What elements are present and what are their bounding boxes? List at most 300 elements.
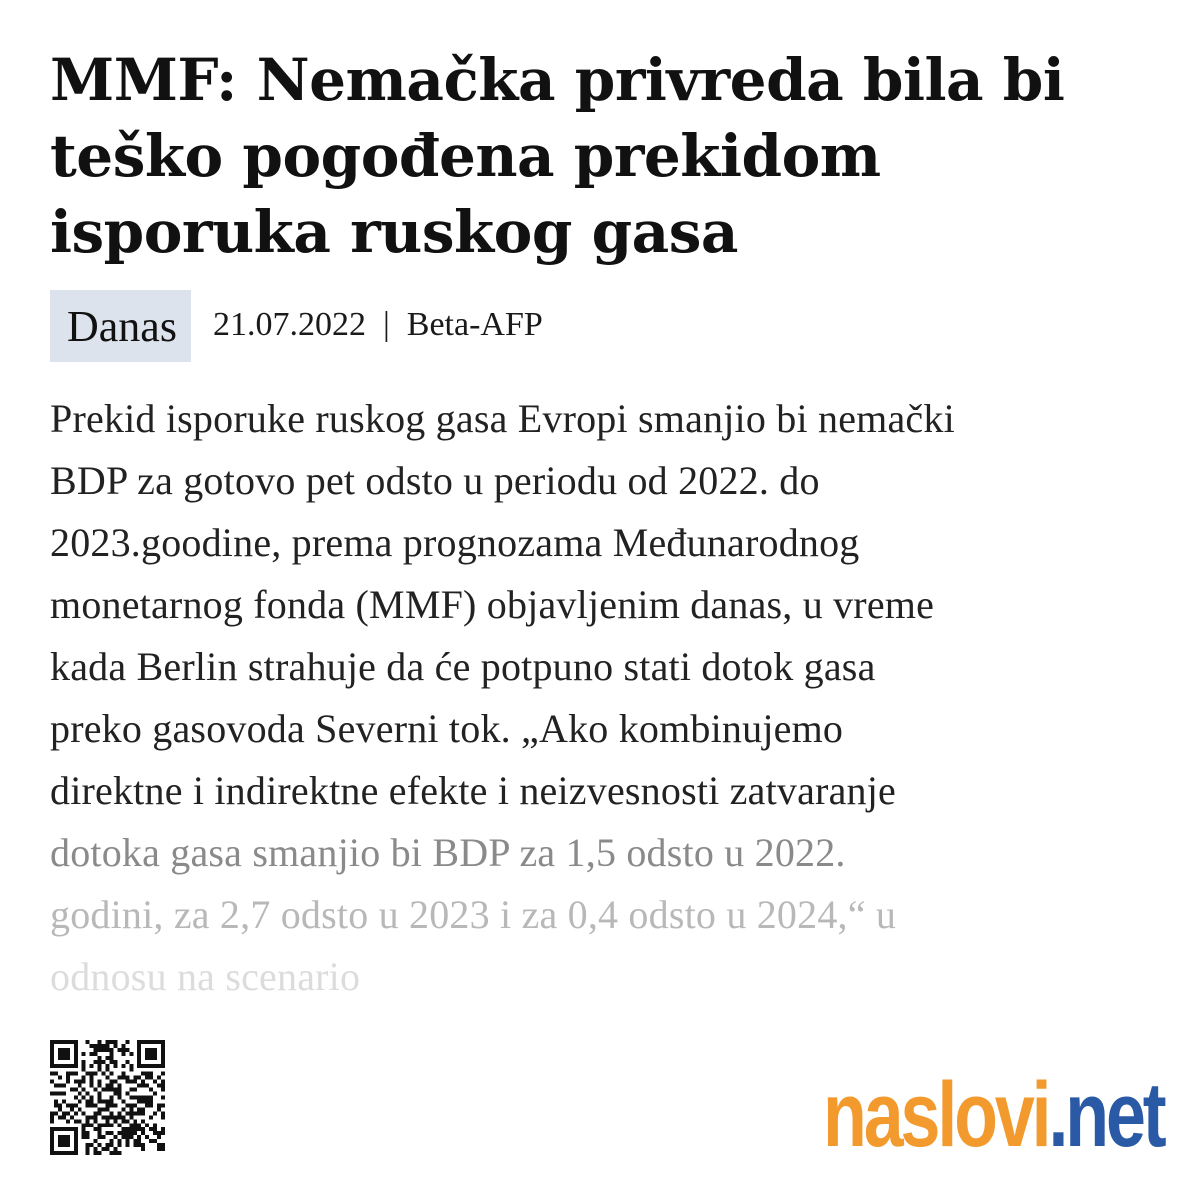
qr-module [133,1076,137,1080]
naslovi-net-logo[interactable] [823,1064,1164,1168]
qr-module [74,1040,78,1044]
qr-module [90,1143,94,1147]
qr-module [113,1080,117,1084]
qr-module [62,1092,66,1096]
qr-module [141,1127,145,1131]
qr-module [145,1064,149,1068]
qr-module [94,1147,98,1151]
qr-module [90,1099,94,1103]
qr-module [94,1048,98,1052]
qr-module [78,1080,82,1084]
source-badge[interactable]: Danas [50,290,191,362]
qr-module [153,1092,157,1096]
qr-module [98,1111,102,1115]
qr-module [58,1143,62,1147]
qr-module [90,1052,94,1056]
qr-module [125,1040,129,1044]
qr-module [129,1088,133,1092]
body-line-fading: dotoka gasa smanjio bi BDP za 1,5 odsto u 2022. [50,830,846,875]
body-line: monetarnog fonda (MMF) objavljenim danas, u vreme [50,582,935,627]
qr-module [137,1107,141,1111]
qr-module [90,1072,94,1076]
qr-module [106,1084,110,1088]
qr-module [50,1080,54,1084]
qr-module [109,1084,113,1088]
qr-module [50,1115,54,1119]
qr-module [74,1103,78,1107]
qr-module [50,1135,54,1139]
qr-module [50,1119,54,1123]
qr-module [74,1044,78,1048]
qr-module [129,1111,133,1115]
qr-module [62,1084,66,1088]
qr-module [141,1107,145,1111]
qr-module [58,1040,62,1044]
qr-module [74,1131,78,1135]
qr-module [109,1080,113,1084]
qr-module [98,1044,102,1048]
qr-module [161,1072,165,1076]
qr-module [98,1107,102,1111]
qr-module [153,1131,157,1135]
qr-module [137,1084,141,1088]
qr-module [74,1080,78,1084]
qr-module [66,1127,70,1131]
qr-module [50,1040,54,1044]
qr-module [129,1127,133,1131]
qr-module [90,1123,94,1127]
qr-module [161,1064,165,1068]
qr-module [153,1080,157,1084]
qr-module [58,1076,62,1080]
qr-module [137,1123,141,1127]
qr-module [117,1123,121,1127]
qr-module [90,1115,94,1119]
qr-module [137,1139,141,1143]
qr-module [145,1099,149,1103]
qr-module [129,1080,133,1084]
qr-module [78,1099,82,1103]
qr-module [137,1076,141,1080]
qr-module [86,1143,90,1147]
qr-module [66,1135,70,1139]
qr-module [125,1131,129,1135]
qr-module [137,1060,141,1064]
qr-module [62,1040,66,1044]
qr-module [62,1139,66,1143]
qr-module [121,1076,125,1080]
qr-module [58,1107,62,1111]
qr-module [106,1119,110,1123]
qr-module [98,1084,102,1088]
qr-code-icon[interactable] [50,1040,165,1155]
qr-module [74,1064,78,1068]
qr-module [121,1127,125,1131]
qr-module [106,1115,110,1119]
qr-module [137,1143,141,1147]
qr-module [86,1103,90,1107]
qr-module [106,1044,110,1048]
qr-module [98,1092,102,1096]
qr-module [98,1080,102,1084]
qr-module [62,1143,66,1147]
qr-module [145,1135,149,1139]
qr-module [121,1107,125,1111]
qr-module [74,1139,78,1143]
qr-module [62,1127,66,1131]
article-meta [50,290,543,362]
qr-module [86,1040,90,1044]
qr-module [62,1099,66,1103]
qr-module [58,1135,62,1139]
qr-module [74,1048,78,1052]
qr-module [137,1099,141,1103]
qr-module [161,1111,165,1115]
qr-module [58,1092,62,1096]
qr-module [153,1139,157,1143]
qr-module [137,1052,141,1056]
meta-line [213,306,543,344]
qr-module [90,1084,94,1088]
qr-module [141,1072,145,1076]
qr-module [70,1103,74,1107]
qr-module [74,1056,78,1060]
qr-module [141,1084,145,1088]
qr-module [113,1044,117,1048]
qr-module [66,1072,70,1076]
qr-module [137,1135,141,1139]
qr-module [125,1076,129,1080]
qr-module [102,1115,106,1119]
qr-module [106,1107,110,1111]
qr-module [125,1103,129,1107]
qr-module [62,1115,66,1119]
qr-module [58,1048,62,1052]
qr-module [82,1076,86,1080]
qr-module [109,1131,113,1135]
qr-module [106,1103,110,1107]
body-line-fading: godini, za 2,7 odsto u 2023 i za 0,4 odsto u 2024,“ u [50,892,897,937]
qr-module [50,1044,54,1048]
qr-module [70,1115,74,1119]
qr-module [161,1084,165,1088]
body-line-fading: odnosu na scenario [50,954,361,999]
qr-module [54,1099,58,1103]
qr-module [66,1139,70,1143]
qr-module [70,1127,74,1131]
qr-module [157,1107,161,1111]
qr-module [106,1099,110,1103]
qr-module [121,1052,125,1056]
qr-module [54,1064,58,1068]
qr-module [133,1127,137,1131]
qr-module [54,1092,58,1096]
qr-module [137,1064,141,1068]
qr-module [70,1072,74,1076]
qr-module [109,1151,113,1155]
qr-module [113,1103,117,1107]
qr-module [66,1080,70,1084]
qr-module [117,1115,121,1119]
qr-module [82,1135,86,1139]
qr-module [137,1040,141,1044]
qr-module [74,1143,78,1147]
qr-module [86,1131,90,1135]
qr-module [117,1048,121,1052]
qr-module [58,1115,62,1119]
qr-module [161,1103,165,1107]
qr-module [149,1088,153,1092]
qr-module [58,1127,62,1131]
qr-module [109,1056,113,1060]
qr-module [157,1103,161,1107]
qr-module [121,1064,125,1068]
qr-module [50,1056,54,1060]
qr-module [82,1080,86,1084]
qr-module [161,1048,165,1052]
qr-module [137,1096,141,1100]
qr-module [82,1131,86,1135]
qr-module [117,1143,121,1147]
qr-module [149,1056,153,1060]
qr-module [54,1111,58,1115]
qr-module [94,1115,98,1119]
qr-module [129,1115,133,1119]
qr-module [109,1111,113,1115]
agency-name: Beta-AFP [406,306,543,343]
qr-module [133,1143,137,1147]
qr-module [125,1060,129,1064]
qr-module [102,1107,106,1111]
qr-module [102,1072,106,1076]
qr-module [106,1040,110,1044]
qr-module [121,1115,125,1119]
qr-module [94,1060,98,1064]
qr-module [74,1147,78,1151]
qr-module [145,1052,149,1056]
qr-module [141,1119,145,1123]
body-line: BDP za gotovo pet odsto u periodu od 2022. do [50,458,820,503]
qr-module [157,1135,161,1139]
qr-module [149,1099,153,1103]
qr-module [137,1111,141,1115]
qr-module [50,1127,54,1131]
qr-module [102,1135,106,1139]
qr-module [78,1084,82,1088]
qr-module [50,1111,54,1115]
qr-module [153,1040,157,1044]
qr-module [106,1068,110,1072]
qr-module [129,1131,133,1135]
qr-module [125,1048,129,1052]
qr-module [149,1115,153,1119]
qr-module [161,1060,165,1064]
qr-module [149,1040,153,1044]
qr-module [98,1131,102,1135]
qr-module [66,1143,70,1147]
qr-module [106,1131,110,1135]
qr-module [58,1103,62,1107]
qr-module [66,1151,70,1155]
qr-module [98,1064,102,1068]
qr-module [50,1072,54,1076]
qr-module [66,1119,70,1123]
qr-module [98,1060,102,1064]
qr-module [90,1103,94,1107]
qr-module [86,1092,90,1096]
qr-module [86,1119,90,1123]
article-body [50,388,1165,1008]
qr-module [133,1123,137,1127]
qr-module [141,1099,145,1103]
qr-module [145,1096,149,1100]
qr-module [62,1111,66,1115]
qr-module [157,1131,161,1135]
qr-module [102,1099,106,1103]
qr-module [117,1084,121,1088]
qr-module [62,1048,66,1052]
qr-module [106,1147,110,1151]
qr-module [133,1103,137,1107]
qr-module [98,1056,102,1060]
qr-module [82,1123,86,1127]
qr-module [82,1064,86,1068]
qr-module [109,1088,113,1092]
qr-module [74,1111,78,1115]
qr-module [133,1119,137,1123]
qr-module [145,1072,149,1076]
qr-module [98,1143,102,1147]
qr-module [161,1040,165,1044]
qr-module [129,1123,133,1127]
qr-module [66,1111,70,1115]
qr-module [161,1147,165,1151]
qr-module [117,1092,121,1096]
qr-module [98,1135,102,1139]
qr-module [66,1052,70,1056]
body-line: 2023.goodine, prema prognozama Međunarodnog [50,520,860,565]
qr-module [54,1040,58,1044]
qr-module [121,1131,125,1135]
qr-module [161,1143,165,1147]
qr-module [58,1056,62,1060]
qr-module [109,1123,113,1127]
qr-module [109,1096,113,1100]
qr-module [106,1048,110,1052]
qr-module [50,1143,54,1147]
qr-module [153,1052,157,1056]
qr-module [141,1143,145,1147]
qr-module [74,1119,78,1123]
qr-module [66,1048,70,1052]
qr-module [94,1111,98,1115]
qr-module [133,1139,137,1143]
qr-module [94,1072,98,1076]
qr-module [141,1147,145,1151]
qr-module [66,1076,70,1080]
qr-module [94,1139,98,1143]
qr-module [157,1064,161,1068]
qr-module [62,1056,66,1060]
qr-module [161,1088,165,1092]
qr-module [149,1139,153,1143]
qr-module [74,1135,78,1139]
qr-module [70,1151,74,1155]
qr-module [121,1135,125,1139]
qr-module [137,1048,141,1052]
qr-module [113,1092,117,1096]
qr-module [161,1052,165,1056]
qr-module [94,1088,98,1092]
qr-module [133,1111,137,1115]
qr-module [157,1040,161,1044]
qr-module [98,1099,102,1103]
qr-module [50,1048,54,1052]
qr-module [98,1096,102,1100]
qr-module [161,1080,165,1084]
qr-module [109,1040,113,1044]
meta-separator: | [382,306,390,343]
qr-module [141,1111,145,1115]
qr-module [137,1127,141,1131]
qr-module [62,1064,66,1068]
qr-module [50,1052,54,1056]
qr-module [153,1064,157,1068]
qr-module [153,1111,157,1115]
qr-module [66,1103,70,1107]
body-line: preko gasovoda Severni tok. „Ako kombinujemo [50,706,844,751]
qr-module [157,1147,161,1151]
qr-module [50,1092,54,1096]
qr-module [141,1096,145,1100]
qr-module [106,1143,110,1147]
qr-module [113,1040,117,1044]
qr-module [50,1064,54,1068]
qr-module [161,1044,165,1048]
qr-module [70,1107,74,1111]
body-line: kada Berlin strahuje da će potpuno stati dotok gasa [50,644,876,689]
qr-module [125,1092,129,1096]
qr-module [86,1072,90,1076]
qr-module [90,1096,94,1100]
qr-module [94,1127,98,1131]
qr-module [98,1123,102,1127]
qr-module [149,1064,153,1068]
qr-module [109,1060,113,1064]
qr-module [98,1068,102,1072]
qr-module [50,1139,54,1143]
qr-module [50,1060,54,1064]
qr-module [117,1088,121,1092]
qr-module [113,1147,117,1151]
qr-module [109,1048,113,1052]
qr-module [121,1099,125,1103]
qr-module [74,1096,78,1100]
qr-module [66,1064,70,1068]
qr-module [94,1119,98,1123]
logo-text-net: .net [1048,1064,1164,1166]
qr-module [86,1147,90,1151]
qr-module [102,1123,106,1127]
qr-module [149,1096,153,1100]
qr-module [109,1052,113,1056]
article-title: MMF: Nemačka privreda bila bi teško pogođena prekidom isporuka ruskog gasa [50,46,1065,266]
qr-module [149,1076,153,1080]
qr-module [121,1072,125,1076]
qr-module [106,1056,110,1060]
qr-module [161,1127,165,1131]
qr-module [145,1048,149,1052]
